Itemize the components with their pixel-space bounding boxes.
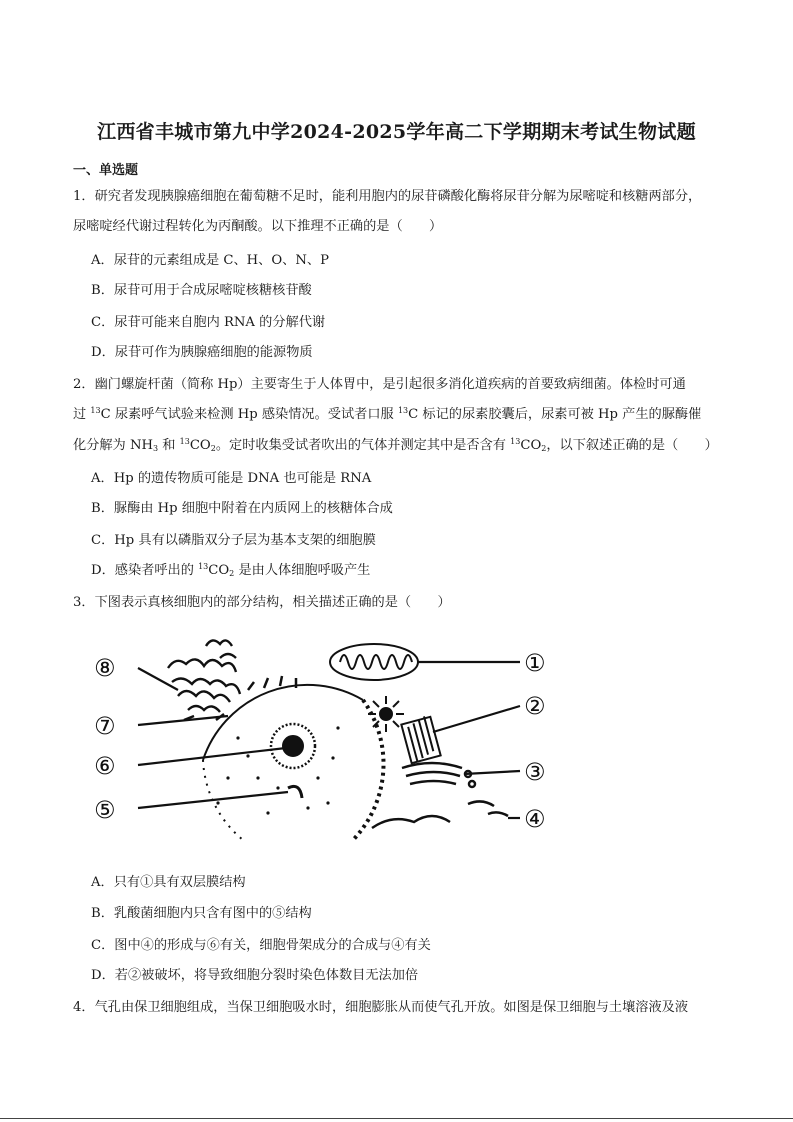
ribosome-drawing	[372, 801, 508, 828]
label-1: ①	[524, 649, 546, 677]
label-7: ⑦	[94, 712, 116, 740]
label-8: ⑧	[94, 654, 116, 682]
section-heading: 一、单选题	[73, 163, 139, 178]
centriole-drawing	[368, 696, 441, 763]
q1-option-b: B．尿苷可用于合成尿嘧啶核糖核苷酸	[91, 283, 312, 298]
mitochondrion-drawing	[330, 644, 418, 680]
q2-stem-line3: 化分解为 $NH_3$ 和 $^{13}CO_2$。定时收集受试者吹出的气体并测定其中是否含有 $^{13}CO_2$，以下叙述正确的是（ ）	[73, 437, 718, 453]
label-4: ④	[524, 805, 546, 833]
q1-stem-line2: 尿嘧啶经代谢过程转化为丙酮酸。以下推理不正确的是（ ）	[73, 219, 443, 234]
q2-option-a: A．Hp 的遗传物质可能是 DNA 也可能是 RNA	[91, 471, 372, 486]
q1-option-d: D．尿苷可作为胰腺癌细胞的能源物质	[91, 345, 313, 360]
q3-option-c: C．图中④的形成与⑥有关，细胞骨架成分的合成与④有关	[91, 938, 431, 953]
q4-stem-line1: 4．气孔由保卫细胞组成，当保卫细胞吸水时，细胞膨胀从而使气孔开放。如图是保卫细胞与土壤溶液及液	[73, 1000, 689, 1015]
endoplasmic-reticulum-drawing	[168, 640, 240, 720]
q2-option-d: D．感染者呼出的 $^{13}CO_2$ 是由人体细胞呼吸产生	[91, 562, 371, 578]
q1-option-a: A．尿苷的元素组成是 C、H、O、N、P	[91, 253, 329, 268]
nucleolus-drawing	[271, 724, 315, 768]
page-bottom-rule	[0, 1118, 793, 1119]
q2-option-c: C．Hp 具有以磷脂双分子层为基本支架的细胞膜	[91, 533, 376, 548]
q3-option-b: B．乳酸菌细胞内只含有图中的⑤结构	[91, 906, 312, 921]
q1-option-c: C．尿苷可能来自胞内 RNA 的分解代谢	[91, 315, 326, 330]
label-6: ⑥	[94, 752, 116, 780]
label-2: ②	[524, 692, 546, 720]
label-3: ③	[524, 758, 546, 786]
cell-structure-diagram	[88, 628, 568, 843]
q1-stem-line1: 1．研究者发现胰腺癌细胞在葡萄糖不足时，能利用胞内的尿苷磷酸化酶将尿苷分解为尿嘧啶和核糖两部分，	[73, 189, 702, 204]
q2-option-b: B．脲酶由 Hp 细胞中附着在内质网上的核糖体合成	[91, 501, 393, 516]
golgi-apparatus-drawing	[402, 763, 475, 787]
q2-stem-line1: 2．幽门螺旋杆菌（简称 Hp）主要寄生于人体胃中，是引起很多消化道疾病的首要致病细菌。体检时可通	[73, 377, 686, 392]
q3-option-a: A．只有①具有双层膜结构	[91, 875, 246, 890]
q3-stem: 3．下图表示真核细胞内的部分结构，相关描述正确的是（ ）	[73, 595, 451, 610]
label-5: ⑤	[94, 796, 116, 824]
q2-stem-line2: 过 $^{13}$C 尿素呼气试验来检测 Hp 感染情况。受试者口服 $^{13}$C 标记的尿素胶囊后，尿素可被 Hp 产生的脲酶催	[73, 406, 702, 422]
q3-option-d: D．若②被破坏，将导致细胞分裂时染色体数目无法加倍	[91, 968, 419, 983]
page-title: 江西省丰城市第九中学2024-2025学年高二下学期期末考试生物试题	[97, 121, 696, 143]
